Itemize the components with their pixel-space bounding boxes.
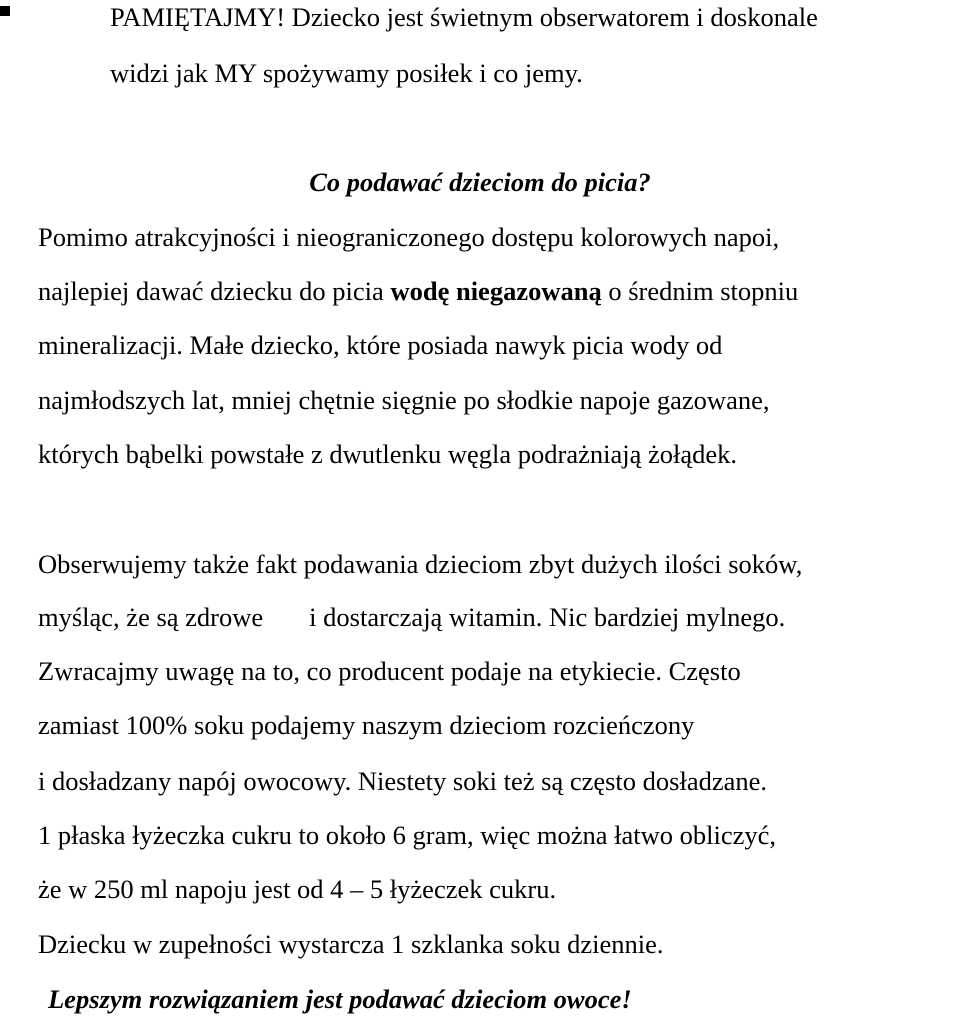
para2-line-2a: myśląc, że są zdrowe: [38, 602, 264, 632]
highlight-still-water: wodę niegazowaną: [390, 276, 602, 306]
para2-line-2: [38, 600, 785, 634]
para2-line-6: 1 płaska łyżeczka cukru to około 6 gram, więc można łatwo obliczyć,: [38, 820, 777, 850]
para2-line-1: Obserwujemy także fakt podawania dzieciom zbyt dużych ilości soków,: [38, 549, 803, 579]
para2-line-4: zamiast 100% soku podajemy naszym dzieciom rozcieńczony: [38, 710, 695, 740]
bullet-icon: [0, 6, 10, 16]
para2-line-8: Dziecku w zupełności wystarcza 1 szklanka soku dziennie.: [38, 929, 664, 959]
para1-line-2-end: o średnim stopniu: [601, 276, 799, 306]
para1-line-5: których bąbelki powstałe z dwutlenku węgla podrażniają żołądek.: [38, 439, 738, 469]
para1-line-2-text: najlepiej dawać dziecku do picia: [38, 276, 391, 306]
para2-line-7: że w 250 ml napoju jest od 4 – 5 łyżeczek cukru.: [38, 874, 557, 904]
reminder-line-1: PAMIĘTAJMY! Dziecko jest świetnym obserwatorem i doskonale: [110, 2, 818, 32]
para1-line-3: mineralizacji. Małe dziecko, które posiada nawyk picia wody od: [38, 330, 723, 360]
reminder-line-2: widzi jak MY spożywamy posiłek i co jemy.: [110, 58, 583, 88]
para1-line-1: Pomimo atrakcyjności i nieograniczonego dostępu kolorowych napoi,: [38, 222, 780, 252]
section-heading: Co podawać dzieciom do picia?: [309, 167, 651, 197]
para2-line-2b: i dostarczają witamin. Nic bardziej mylnego.: [309, 602, 786, 632]
para1-line-2: [38, 274, 798, 308]
para2-line-3: Zwracajmy uwagę na to, co producent podaje na etykiecie. Często: [38, 656, 741, 686]
conclusion: Lepszym rozwiązaniem jest podawać dzieciom owoce!: [48, 984, 632, 1014]
para2-line-5: i dosładzany napój owocowy. Niestety soki też są często dosładzane.: [38, 766, 768, 796]
para1-line-4: najmłodszych lat, mniej chętnie sięgnie po słodkie napoje gazowane,: [38, 385, 770, 415]
